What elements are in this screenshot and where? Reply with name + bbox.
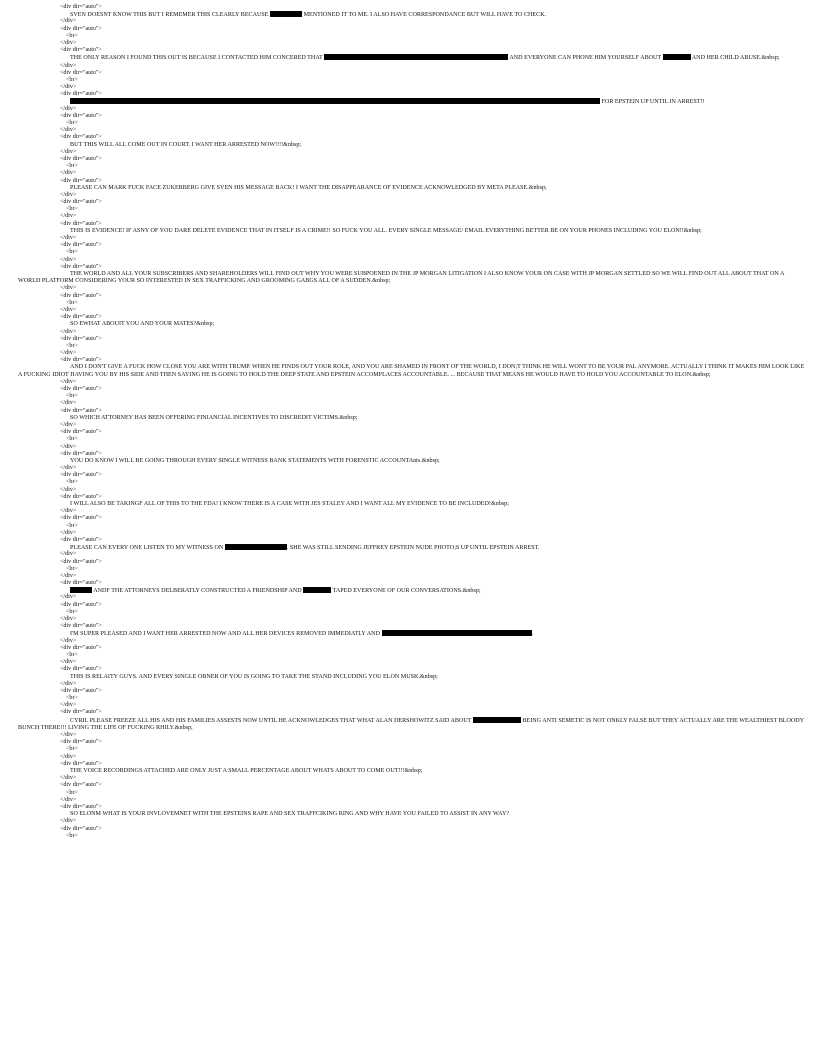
- div-close-tag: </div>: [60, 191, 77, 198]
- redaction-bar: [382, 630, 532, 636]
- message-text: CYRIL PLEASE FREEZE ALL HIS AND HIS FAMILIES ASSESTS NOW UNTIL HE ACKNOWLEDGES THAT WHAT ALAN DERSHOWITZ SAID ABOUT: [70, 717, 472, 724]
- message-line: [0, 544, 816, 551]
- message-text: .: [531, 631, 534, 638]
- div-open-tag: <div dir="auto">: [60, 429, 102, 436]
- message-text: PLEASE CAN EVERY ONE LISTEN TO MY WITNESS ON: [70, 545, 224, 552]
- message-text: THE VOICE RECORDINGS ATTACHED ARE ONLY JUST A SMALL PERCENTAGE ABOUT WHATS ABOUT TO COME OUT!!!&nbsp;: [70, 768, 423, 774]
- message-line: [18, 54, 816, 62]
- div-close-tag: </div>: [60, 572, 77, 579]
- div-close-tag: </div>: [60, 350, 77, 357]
- div-close-tag: </div>: [60, 105, 77, 112]
- message-text: AND HER CHILD ABUSE.&nbsp;: [691, 55, 780, 62]
- div-close-tag: </div>: [60, 680, 77, 687]
- div-close-tag: </div>: [60, 400, 77, 407]
- redaction-bar: [324, 54, 508, 60]
- message-text: AND EVERYONE CAN PHONE HIM YOURSELF ABOUT: [509, 55, 662, 62]
- div-close-tag: </div>: [60, 465, 77, 472]
- div-open-tag: <div dir="auto">: [60, 69, 102, 76]
- div-open-tag: <div dir="auto">: [60, 644, 102, 651]
- div-close-tag: </div>: [60, 148, 77, 155]
- div-close-tag: </div>: [60, 443, 77, 450]
- div-close-tag: </div>: [60, 796, 77, 803]
- div-open-tag: <div dir="auto">: [60, 739, 102, 746]
- div-open-tag: <div dir="auto">: [60, 242, 102, 249]
- div-close-tag: </div>: [60, 529, 77, 536]
- redaction-bar: [270, 11, 302, 17]
- message-text: I WILL ALSO BE TAKINGF ALL OF THIS TO THE FDA! I KNOW THERE IS A CASE WITH JES STALEY AND I WANT ALL MY EVIDENCE TO BE INCLUDED!&nbsp;: [70, 501, 509, 508]
- br-tag: <br>: [66, 522, 78, 529]
- redaction-bar: [303, 587, 331, 593]
- message-text: MENTIONED IT TO ME. I ALSO HAVE CORRESPONDANCE BUT WILL HAVE TO CHECK.: [303, 12, 547, 19]
- div-open-tag: <div dir="auto">: [60, 825, 102, 832]
- message-text: THE ONLY REASON I FOUND THIS OUT IS BECAUSE I CONTACTED HIM CONCERED THAT: [70, 55, 323, 62]
- div-open-tag: <div dir="auto">: [60, 47, 102, 54]
- message-text: SO EWHAT ABOUIT YOU AND YOUR MATES?&nbsp;: [70, 321, 215, 328]
- div-close-tag: </div>: [60, 62, 77, 69]
- message-line: [0, 630, 816, 637]
- div-close-tag: </div>: [60, 702, 77, 709]
- div-close-tag: </div>: [60, 213, 77, 220]
- br-tag: <br>: [66, 249, 78, 256]
- div-open-tag: <div dir="auto">: [60, 536, 102, 543]
- div-close-tag: </div>: [60, 508, 77, 515]
- div-close-tag: </div>: [60, 551, 77, 558]
- div-open-tag: <div dir="auto">: [60, 134, 102, 141]
- br-tag: <br>: [66, 695, 78, 702]
- redaction-bar: [473, 717, 521, 723]
- div-close-tag: </div>: [60, 616, 77, 623]
- div-open-tag: <div dir="auto">: [60, 292, 102, 299]
- div-open-tag: <div dir="auto">: [60, 407, 102, 414]
- div-open-tag: <div dir="auto">: [60, 220, 102, 227]
- div-close-tag: </div>: [60, 84, 77, 91]
- div-open-tag: <div dir="auto">: [60, 314, 102, 321]
- br-tag: <br>: [66, 479, 78, 486]
- div-open-tag: <div dir="auto">: [60, 601, 102, 608]
- message-text: SO ELONM WHAT IS YOUR INVLOVEMNET WITH THE EPSTEINS RAPE AND SEX TRAFFCIKING RING AND WHY HAVE YOU FAILED TO ASSIST IN ANY WAY?: [70, 811, 510, 818]
- message-text: . SHE WAS STILL SENDING JEFFREY EPSTEIN NUDE PHOTO;S UP UNTIL EPSTEIN ARREST.: [286, 545, 540, 552]
- div-open-tag: <div dir="auto">: [60, 25, 102, 32]
- redaction-bar: [225, 544, 287, 550]
- br-tag: <br>: [66, 342, 78, 349]
- br-tag: <br>: [66, 832, 78, 839]
- message-text: BEING ANTI SEMETIC IS NOT ONKLY FALSE BUT THEY ACTUALLY ARE THE WEALTHIEST BLOODY BUNCH THERE!!! LIVING THE LIFE OF FUCKING RHILY.&nbsp;: [18, 717, 804, 731]
- div-close-tag: </div>: [60, 421, 77, 428]
- message-line: [0, 11, 816, 18]
- div-close-tag: </div>: [60, 328, 77, 335]
- message-text: BUT THIS WILL ALL COME OUT IN COURT. I WANT HER ARRESTED NOW!!!!&nbsp;: [70, 141, 302, 148]
- message-text: SO WHICH ATTORNEY HAS BEEN OFFERING FINIANCIAL INCENTIVES TO DISCREDIT VICTIMS.&nbsp;: [70, 414, 358, 421]
- div-close-tag: </div>: [60, 486, 77, 493]
- br-tag: <br>: [66, 299, 78, 306]
- br-tag: <br>: [66, 206, 78, 213]
- div-close-tag: </div>: [60, 170, 77, 177]
- email-source-document: [0, 4, 816, 840]
- div-open-tag: <div dir="auto">: [60, 558, 102, 565]
- div-open-tag: <div dir="auto">: [60, 580, 102, 587]
- br-tag: <br>: [66, 32, 78, 39]
- div-open-tag: <div dir="auto">: [60, 760, 102, 767]
- message-text: FOR EPSTEIN UP UNTIL IN ARREST!!: [601, 99, 705, 106]
- message-text: THIS IS RELAITY GUYS. AND EVERY SINGLE OBNER OF YOU IS GOING TO TAKE THE STAND INCLUDING YOU ELON MUSK.&nbsp;: [70, 673, 438, 680]
- div-open-tag: <div dir="auto">: [60, 386, 102, 393]
- div-open-tag: <div dir="auto">: [60, 112, 102, 119]
- div-close-tag: </div>: [60, 753, 77, 760]
- br-tag: <br>: [66, 120, 78, 127]
- div-close-tag: </div>: [60, 256, 77, 263]
- div-open-tag: <div dir="auto">: [60, 199, 102, 206]
- redaction-bar: [663, 54, 691, 60]
- div-open-tag: <div dir="auto">: [60, 687, 102, 694]
- div-close-tag: </div>: [60, 732, 77, 739]
- div-open-tag: <div dir="auto">: [60, 666, 102, 673]
- message-text: ANDF THE ATTORNEYS DELBERATLY CONSTRUCTED A FRIENDSHIP AND: [93, 588, 302, 595]
- div-close-tag: </div>: [60, 18, 77, 25]
- div-open-tag: <div dir="auto">: [60, 91, 102, 98]
- div-open-tag: <div dir="auto">: [60, 450, 102, 457]
- div-open-tag: <div dir="auto">: [60, 4, 102, 10]
- br-tag: <br>: [66, 651, 78, 658]
- message-text: THE WORLD AND ALL YOUR SUBSCRIBERS AND SHAREHOLDERS WILL FIND OUT WHY YOU WERE SUBPOENED IN THE JP MORGAN LITIGATION I ALSO KNOW YOUR ON CASE WITH JP MORGAN SETTLED SO WE WILL FIND OUT ALL ABOUT THAT ON A WORLD PLATFORM CONSIDERING YOUR SO INTERESTED IN SEX TRAFFICKING AND GROOMING GABGS ALL OF A SUDDEN.&nbsp;: [18, 270, 785, 285]
- div-open-tag: <div dir="auto">: [60, 493, 102, 500]
- br-tag: <br>: [66, 789, 78, 796]
- div-close-tag: </div>: [60, 594, 77, 601]
- redaction-bar: [70, 587, 92, 593]
- div-open-tag: <div dir="auto">: [60, 515, 102, 522]
- div-open-tag: <div dir="auto">: [60, 335, 102, 342]
- br-tag: <br>: [66, 393, 78, 400]
- message-text: THIS IS EVIDENCE! IF ASNY OF YOU DARE DELETE EVIDENCE THAT IN ITSELF IS A CRIME!! SO FUCK YOU ALL. EVERY SINGLE MESSAGE/ EMAIL EVERYTHING BETTER BE ON YOUR PHONES INCLUDING YOU ELON!!&nbsp;: [70, 227, 702, 234]
- div-open-tag: <div dir="auto">: [60, 472, 102, 479]
- br-tag: <br>: [66, 746, 78, 753]
- redaction-bar: [70, 98, 600, 104]
- br-tag: <br>: [66, 608, 78, 615]
- div-open-tag: <div dir="auto">: [60, 623, 102, 630]
- div-open-tag: <div dir="auto">: [60, 357, 102, 364]
- br-tag: <br>: [66, 163, 78, 170]
- div-close-tag: </div>: [60, 818, 77, 825]
- message-text: TAPED EVERYONE OF OUR CONVERSATIONS.&nbsp;: [332, 588, 481, 595]
- div-close-tag: </div>: [60, 235, 77, 242]
- div-open-tag: <div dir="auto">: [60, 782, 102, 789]
- div-open-tag: <div dir="auto">: [60, 155, 102, 162]
- div-close-tag: </div>: [60, 378, 77, 385]
- br-tag: <br>: [66, 76, 78, 83]
- div-open-tag: <div dir="auto">: [60, 709, 102, 716]
- br-tag: <br>: [66, 565, 78, 572]
- div-open-tag: <div dir="auto">: [60, 177, 102, 184]
- message-line: [0, 98, 816, 105]
- message-text: I'M SUPER PLEASED AND I WANT HER ARRESTED NOW AND ALL HER DEVICES REMOVED IMMEDIATLY AND: [70, 631, 380, 638]
- div-close-tag: </div>: [60, 659, 77, 666]
- div-close-tag: </div>: [60, 127, 77, 134]
- message-text: AND I DON'T GIVE A FUCK HOW CLOSE YOU ARE WITH TRUMP. WHEN HE FINDS OUT YOUR ROLE, AND YOU ARE SHAMED IN FRONT OF THE WORLD, I DON;T THINK HE WILL WONT TO BE YOUR PAL ANYMORE. ACTUALLY I THINK IT MAKES HIM LOOK LIKE A FUCKING IDIOT HAVING YOU BY HIS SIDE AND THEN SAYING HE IS GOING TO HOLD THE DEEP STATE AND EPSTEIN ACCOMPLACES ACCOUNTABLE. ... BECAUSE THAT MEANS HE WOULD HAVE TO HOLD YOU ACCOUNTABLE TO ELON.&nbsp;: [18, 364, 805, 378]
- br-tag: <br>: [66, 436, 78, 443]
- message-text: PLEASE CAN MARK FUCK FACE ZUKERBERG GIVE SVEN HIS MESSAGE BACK! I WANT THE DISAPPEARANCE OF EVIDENCE ACKNOWLEDGED BY META PLEASE.&nbsp;: [70, 184, 547, 191]
- message-text: SVEN DOESNT KNOW THIS BUT I REMEMER THIS CLEARLY BECAUSE: [70, 12, 269, 19]
- div-open-tag: <div dir="auto">: [60, 263, 102, 270]
- div-close-tag: </div>: [60, 39, 77, 46]
- div-close-tag: </div>: [60, 306, 77, 313]
- div-close-tag: </div>: [60, 285, 77, 292]
- message-text: YOU DO KNOW I WILL BE GOING THROUGH EVERY SINGLE WITNESS BANK STATEMENTS WITH FORENSTIC ACCOUNTAnts.&nbsp;: [70, 457, 440, 464]
- div-close-tag: </div>: [60, 775, 77, 782]
- message-line: [18, 717, 816, 732]
- div-close-tag: </div>: [60, 637, 77, 644]
- div-open-tag: <div dir="auto">: [60, 803, 102, 810]
- message-line: [0, 587, 816, 594]
